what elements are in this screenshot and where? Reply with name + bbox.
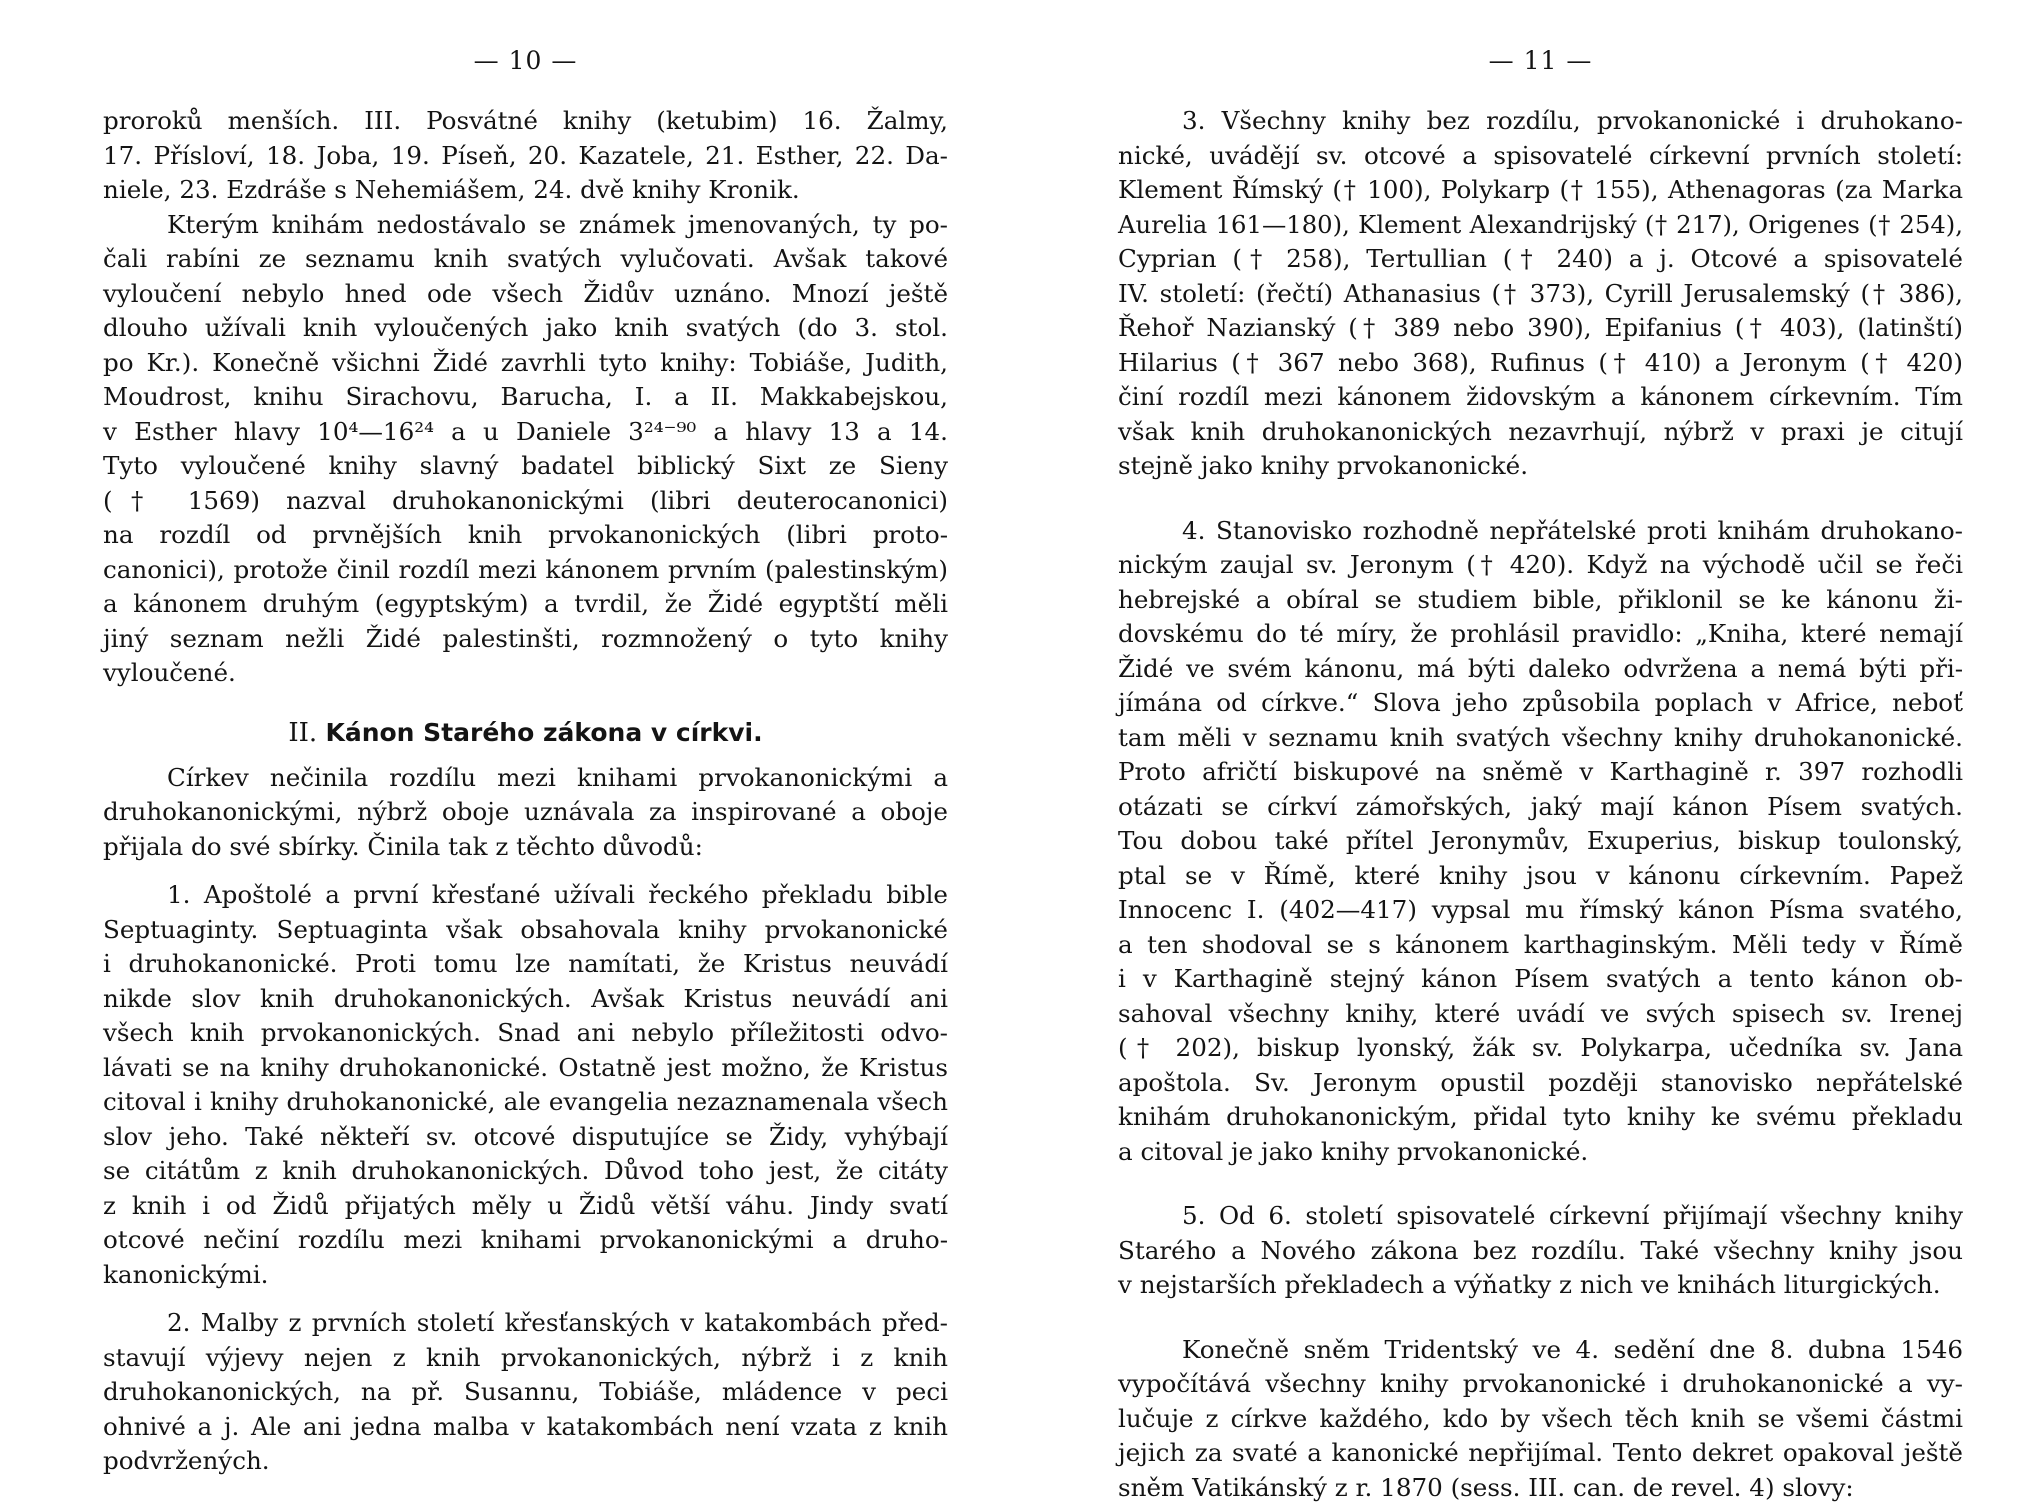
text-line: podvržených. <box>103 1444 948 1479</box>
text-line: slov jeho. Také někteří sv. otcové disputujíce se Židy, vyhýbají <box>103 1120 948 1155</box>
text-line: ohnivé a j. Ale ani jedna malba v katakombách není vzata z knih <box>103 1410 948 1445</box>
paragraph-point-1 <box>103 878 948 1292</box>
text-line: citoval i knihy druhokanonické, ale evangelia nezaznamenala všech <box>103 1085 948 1120</box>
text-line: apoštola. Sv. Jeronym opustil později stanovisko nepřátelské <box>1118 1066 1963 1101</box>
text-line: Proto afričtí biskupové na sněmě v Karthagině r. 397 rozhodli <box>1118 755 1963 790</box>
text-line: hebrejské a obíral se studiem bible, přiklonil se ke kánonu ži- <box>1118 583 1963 618</box>
page-number: — 11 — <box>1118 46 1963 86</box>
paragraph-rabbis <box>103 208 948 691</box>
text-line: Tou dobou také přítel Jeronymův, Exuperius, biskup toulonský, <box>1118 824 1963 859</box>
text-line: jímána od církve.“ Slova jeho způsobila poplach v Africe, neboť <box>1118 686 1963 721</box>
text-line: lávati se na knihy druhokanonické. Ostatně jest možno, že Kristus <box>103 1051 948 1086</box>
text-line: Klement Římský († 100), Polykarp († 155), Athenagoras (za Marka <box>1118 173 1963 208</box>
text-line: a kánonem druhým (egyptským) a tvrdil, že Židé egyptští měli <box>103 587 948 622</box>
text-line: však knih druhokanonických nezavrhují, nýbrž v praxi je citují <box>1118 415 1963 450</box>
text-line: kanonickými. <box>103 1258 948 1293</box>
text-line: tam měli v seznamu knih svatých všechny knihy druhokanonické. <box>1118 721 1963 756</box>
text-line: knihám druhokanonickým, přidal tyto knihy ke svému překladu <box>1118 1100 1963 1135</box>
paragraph-point-2 <box>103 1306 948 1479</box>
text-line: proroků menších. III. Posvátné knihy (ketubim) 16. Žalmy, <box>103 104 948 139</box>
text-line: v nejstarších překladech a výňatky z nich ve knihách liturgických. <box>1118 1268 1963 1303</box>
text-line: po Kr.). Konečně všichni Židé zavrhli tyto knihy: Tobiáše, Judith, <box>103 346 948 381</box>
text-line: vyloučení nebylo hned ode všech Židův uznáno. Mnozí ještě <box>103 277 948 312</box>
paragraph-church <box>103 761 948 865</box>
text-line: 3. Všechny knihy bez rozdílu, prvokanonické i druhokano- <box>1118 104 1963 139</box>
text-line: Moudrost, knihu Sirachovu, Barucha, I. a II. Makkabejskou, <box>103 380 948 415</box>
text-line: stejně jako knihy prvokanonické. <box>1118 449 1963 484</box>
text-line: z knih i od Židů přijatých měly u Židů větší váhu. Jindy svatí <box>103 1189 948 1224</box>
text-line: niele, 23. Ezdráše s Nehemiášem, 24. dvě knihy Kronik. <box>103 173 948 208</box>
text-line: lučuje z církve každého, kdo by všech těch knih se všemi částmi <box>1118 1402 1963 1437</box>
text-line: otcové nečiní rozdílu mezi knihami prvokanonickými a druho- <box>103 1223 948 1258</box>
text-line: všech knih prvokanonických. Snad ani nebylo příležitosti odvo- <box>103 1016 948 1051</box>
paragraph-council-of-trent <box>1118 1333 1963 1505</box>
text-line: († 202), biskup lyonský, žák sv. Polykarpa, učedníka sv. Jana <box>1118 1031 1963 1066</box>
text-line: druhokanonickými, nýbrž oboje uznávala za inspirované a oboje <box>103 795 948 830</box>
section-number: II. <box>288 718 317 748</box>
paragraph-point-3 <box>1118 104 1963 484</box>
page-number: — 10 — <box>103 46 948 86</box>
text-line: Septuaginty. Septuaginta však obsahovala knihy prvokanonické <box>103 913 948 948</box>
text-line: Církev nečinila rozdílu mezi knihami prvokanonickými a <box>103 761 948 796</box>
text-line: 4. Stanovisko rozhodně nepřátelské proti knihám druhokano- <box>1118 514 1963 549</box>
text-line: Kterým knihám nedostávalo se známek jmenovaných, ty po- <box>103 208 948 243</box>
text-line: a citoval je jako knihy prvokanonické. <box>1118 1135 1963 1170</box>
paragraph-point-4 <box>1118 514 1963 1170</box>
text-line: 5. Od 6. století spisovatelé církevní přijímají všechny knihy <box>1118 1199 1963 1234</box>
right-page <box>1118 0 1963 1500</box>
left-page <box>103 0 948 1500</box>
text-line: druhokanonických, na př. Susannu, Tobiáše, mládence v peci <box>103 1375 948 1410</box>
text-line: a ten shodoval se s kánonem karthaginským. Měli tedy v Římě <box>1118 928 1963 963</box>
text-line: ptal se v Římě, které knihy jsou v kánonu církevním. Papež <box>1118 859 1963 894</box>
text-line: Hilarius († 367 nebo 368), Rufinus († 410) a Jeronym († 420) <box>1118 346 1963 381</box>
text-line: dlouho užívali knih vyloučených jako knih svatých (do 3. stol. <box>103 311 948 346</box>
text-line: na rozdíl od prvnějších knih prvokanonických (libri proto- <box>103 518 948 553</box>
text-line: vyloučené. <box>103 656 948 691</box>
text-line: dovskému do té míry, že prohlásil pravidlo: „Kniha, které nemají <box>1118 617 1963 652</box>
section-title: Kánon Starého zákona v církvi. <box>325 718 762 747</box>
text-line: činí rozdíl mezi kánonem židovským a kánonem církevním. Tím <box>1118 380 1963 415</box>
text-line: nickým zaujal sv. Jeronym († 420). Když na východě učil se řeči <box>1118 548 1963 583</box>
text-line: i v Karthagině stejný kánon Písem svatých a tento kánon ob- <box>1118 962 1963 997</box>
text-line: Konečně sněm Tridentský ve 4. sedění dne 8. dubna 1546 <box>1118 1333 1963 1368</box>
text-line: Židé ve svém kánonu, má býti daleko odvržena a nemá býti při- <box>1118 652 1963 687</box>
text-line: Starého a Nového zákona bez rozdílu. Také všechny knihy jsou <box>1118 1234 1963 1269</box>
text-line: přijala do své sbírky. Činila tak z těchto důvodů: <box>103 830 948 865</box>
section-heading <box>103 713 948 753</box>
text-line: nikde slov knih druhokanonických. Avšak Kristus neuvádí ani <box>103 982 948 1017</box>
text-line: jiný seznam nežli Židé palestinšti, rozmnožený o tyto knihy <box>103 622 948 657</box>
text-line: 17. Přísloví, 18. Joba, 19. Píseň, 20. Kazatele, 21. Esther, 22. Da- <box>103 139 948 174</box>
text-line: 1. Apoštolé a první křesťané užívali řeckého překladu bible <box>103 878 948 913</box>
text-line: otázati se církví zámořských, jaký mají kánon Písem svatých. <box>1118 790 1963 825</box>
paragraph-books-list <box>103 104 948 208</box>
text-line: Aurelia 161—180), Klement Alexandrijský († 217), Origenes († 254), <box>1118 208 1963 243</box>
paragraph-point-5 <box>1118 1199 1963 1303</box>
text-line: IV. století: (řečtí) Athanasius († 373), Cyrill Jerusalemský († 386), <box>1118 277 1963 312</box>
text-line: († 1569) nazval druhokanonickými (libri deuterocanonici) <box>103 484 948 519</box>
text-line: Tyto vyloučené knihy slavný badatel biblický Sixt ze Sieny <box>103 449 948 484</box>
text-line: se citátům z knih druhokanonických. Důvod toho jest, že citáty <box>103 1154 948 1189</box>
text-line: Cyprian († 258), Tertullian († 240) a j. Otcové a spisovatelé <box>1118 242 1963 277</box>
text-line: 2. Malby z prvních století křesťanských v katakombách před- <box>103 1306 948 1341</box>
text-line: vypočítává všechny knihy prvokanonické i druhokanonické a vy- <box>1118 1367 1963 1402</box>
text-line: i druhokanonické. Proti tomu lze namítati, že Kristus neuvádí <box>103 947 948 982</box>
text-line: Innocenc I. (402—417) vypsal mu římský kánon Písma svatého, <box>1118 893 1963 928</box>
text-line: Řehoř Nazianský († 389 nebo 390), Epifanius († 403), (latinští) <box>1118 311 1963 346</box>
text-line: čali rabíni ze seznamu knih svatých vylučovati. Avšak takové <box>103 242 948 277</box>
text-line: nické, uvádějí sv. otcové a spisovatelé církevní prvních století: <box>1118 139 1963 174</box>
text-line: sahoval všechny knihy, které uvádí ve svých spisech sv. Irenej <box>1118 997 1963 1032</box>
text-line: v Esther hlavy 10⁴—16²⁴ a u Daniele 3²⁴⁻⁹⁰ a hlavy 13 a 14. <box>103 415 948 450</box>
text-line: canonici), protože činil rozdíl mezi kánonem prvním (palestinským) <box>103 553 948 588</box>
text-line: sněm Vatikánský z r. 1870 (sess. III. can. de revel. 4) slovy: <box>1118 1471 1963 1505</box>
text-line: jejich za svaté a kanonické nepřijímal. Tento dekret opakoval ještě <box>1118 1436 1963 1471</box>
text-line: stavují výjevy nejen z knih prvokanonických, nýbrž i z knih <box>103 1341 948 1376</box>
